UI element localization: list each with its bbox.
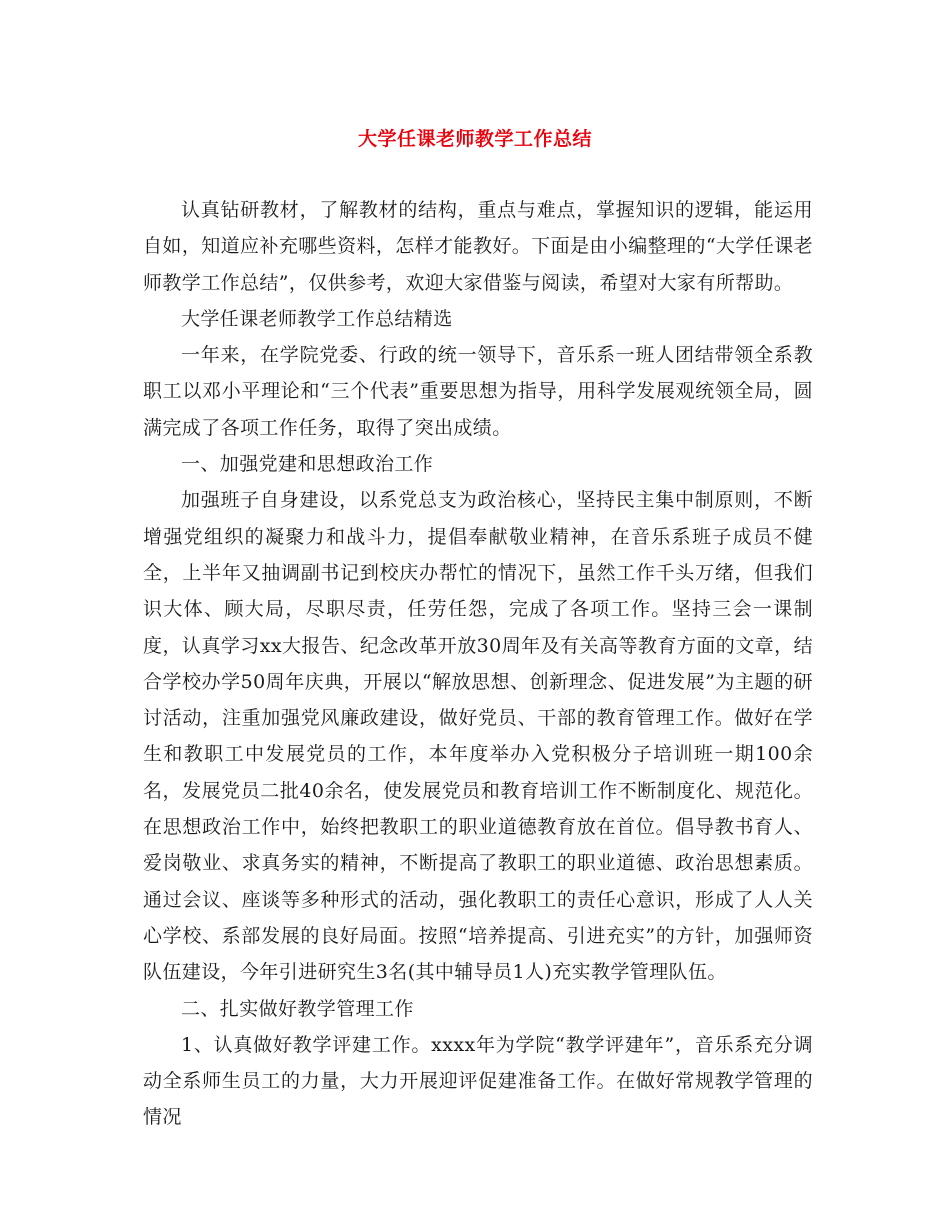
paragraph-intro: 认真钻研教材，了解教材的结构，重点与难点，掌握知识的逻辑，能运用自如，知道应补充哪些资料，怎样才能教好。下面是由小编整理的“大学任课老师教学工作总结”，仅供参考，欢迎大家借鉴与阅读，希望对大家有所帮助。 <box>143 199 813 294</box>
document-body <box>143 192 813 1136</box>
paragraph-subtitle: 大学任课老师教学工作总结精选 <box>181 307 453 330</box>
document-title: 大学任课老师教学工作总结 <box>357 128 592 150</box>
section-heading-1: 一、加强党建和思想政治工作 <box>181 453 434 476</box>
paragraph-overview: 一年来，在学院党委、行政的统一领导下，音乐系一班人团结带领全系教职工以邓小平理论和“三个代表”重要思想为指导，用科学发展观统领全局，圆满完成了各项工作任务，取得了突出成绩。 <box>143 344 813 439</box>
section-heading-2: 二、扎实做好教学管理工作 <box>181 997 414 1020</box>
paragraph-party-building: 加强班子自身建设，以系党总支为政治核心，坚持民主集中制原则，不断增强党组织的凝聚力和战斗力，提倡奉献敬业精神，在音乐系班子成员不健全，上半年又抽调副书记到校庆办帮忙的情况下，虽然工作千头万绪，但我们识大体、顾大局，尽职尽责，任劳任怨，完成了各项工作。坚持三会一课制度，认真学习xx大报告、纪念改革开放30周年及有关高等教育方面的文章，结合学校办学50周年庆典，开展以“解放思想、创新理念、促进发展”为主题的研讨活动，注重加强党风廉政建设，做好党员、干部的教育管理工作。做好在学生和教职工中发展党员的工作，本年度举办入党积极分子培训班一期100余名，发展党员二批40余名，使发展党员和教育培训工作不断制度化、规范化。在思想政治工作中，始终把教职工的职业道德教育放在首位。倡导教书育人、爱岗敬业、求真务实的精神，不断提高了教职工的职业道德、政治思想素质。通过会议、座谈等多种形式的活动，强化教职工的责任心意识，形成了人人关心学校、系部发展的良好局面。按照“培养提高、引进充实”的方针，加强师资队伍建设，今年引进研究生3名(其中辅导员1人)充实教学管理队伍。 <box>143 489 813 984</box>
paragraph-teaching-evaluation: 1、认真做好教学评建工作。xxxx年为学院“教学评建年”，音乐系充分调动全系师生员工的力量，大力开展迎评促建准备工作。在做好常规教学管理的情况 <box>143 1033 813 1129</box>
